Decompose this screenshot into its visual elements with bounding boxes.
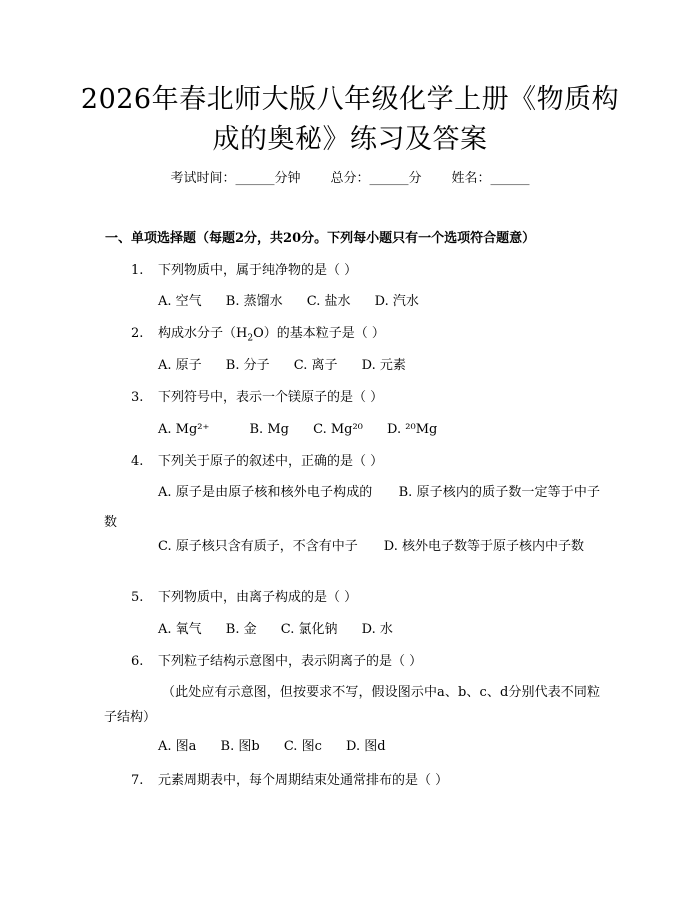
option-b: B. Mg	[249, 422, 289, 437]
exam-score-field: 总分：______分	[330, 171, 422, 186]
question-text: 元素周期表中，每个周期结束处通常排布的是（ ）	[158, 773, 449, 788]
question-text: 下列物质中，属于纯净物的是（ ）	[158, 263, 358, 278]
question-text: 下列粒子结构示意图中，表示阴离子的是（ ）	[158, 654, 423, 669]
option-b: B. 分子	[225, 358, 270, 373]
option-a: A. 图a	[158, 739, 197, 754]
question-number: 6.	[131, 654, 144, 669]
exam-info	[0, 170, 700, 188]
question-text: 下列关于原子的叙述中，正确的是（ ）	[158, 454, 384, 469]
exam-time-field: 考试时间：______分钟	[170, 171, 301, 186]
page-title	[60, 80, 640, 160]
question-number: 4.	[131, 454, 144, 469]
option-d: D. 汽水	[374, 294, 419, 309]
question-number: 3.	[131, 390, 144, 405]
title-line-1: 2026年春北师大版八年级化学上册《物质构	[80, 84, 620, 115]
option-a: A. 空气	[158, 294, 202, 309]
question-options	[158, 621, 413, 639]
question-number: 5.	[131, 590, 144, 605]
option-b: B. 蒸馏水	[225, 294, 283, 309]
option-a: A. Mg²⁺	[158, 422, 210, 437]
question-number: 1.	[131, 263, 144, 278]
question-text: 构成水分子$(H_2O)$的基本粒子是（ ）	[158, 326, 385, 344]
question-options	[158, 293, 439, 311]
question-options-block-2: C. 原子核只含有质子，不含有中子 D. 核外电子数等于原子核内中子数	[158, 539, 584, 554]
exam-name-field: 姓名：______	[451, 171, 530, 186]
question-options-block-1: A. 原子是由原子核和核外电子构成的 B. 原子核内的质子数一定等于中子数	[104, 485, 600, 530]
question-text: 下列符号中，表示一个镁原子的是（ ）	[158, 390, 384, 405]
option-a: A. 氧气	[158, 622, 202, 637]
question-options	[158, 421, 457, 439]
question-number: 2.	[131, 326, 144, 341]
question-note: （此处应有示意图，但按要求不写，假设图示中a、b、c、d分别代表不同粒子结构）	[104, 685, 600, 725]
option-d: D. ²⁰Mg	[387, 422, 438, 437]
question-options	[158, 738, 406, 756]
question-number: 7.	[131, 773, 144, 788]
option-c: C. 图c	[283, 739, 322, 754]
option-b: B. 金	[225, 622, 257, 637]
option-c: C. 盐水	[306, 294, 351, 309]
option-a: A. 原子	[158, 358, 202, 373]
option-d: D. 元素	[361, 358, 406, 373]
question-text: 下列物质中，由离子构成的是（ ）	[158, 590, 358, 605]
section-heading: 一、单项选择题（每题2分，共20分。下列每小题只有一个选项符合题意）	[105, 231, 536, 246]
title-line-2: 成的奥秘》练习及答案	[212, 124, 488, 155]
option-c: C. 离子	[293, 358, 338, 373]
option-b: B. 图b	[220, 739, 260, 754]
question-options	[158, 357, 426, 375]
option-d: D. 图d	[346, 739, 386, 754]
option-c: C. 氯化钠	[280, 622, 338, 637]
option-d: D. 水	[361, 622, 393, 637]
option-c: C. Mg²⁰	[313, 422, 363, 437]
